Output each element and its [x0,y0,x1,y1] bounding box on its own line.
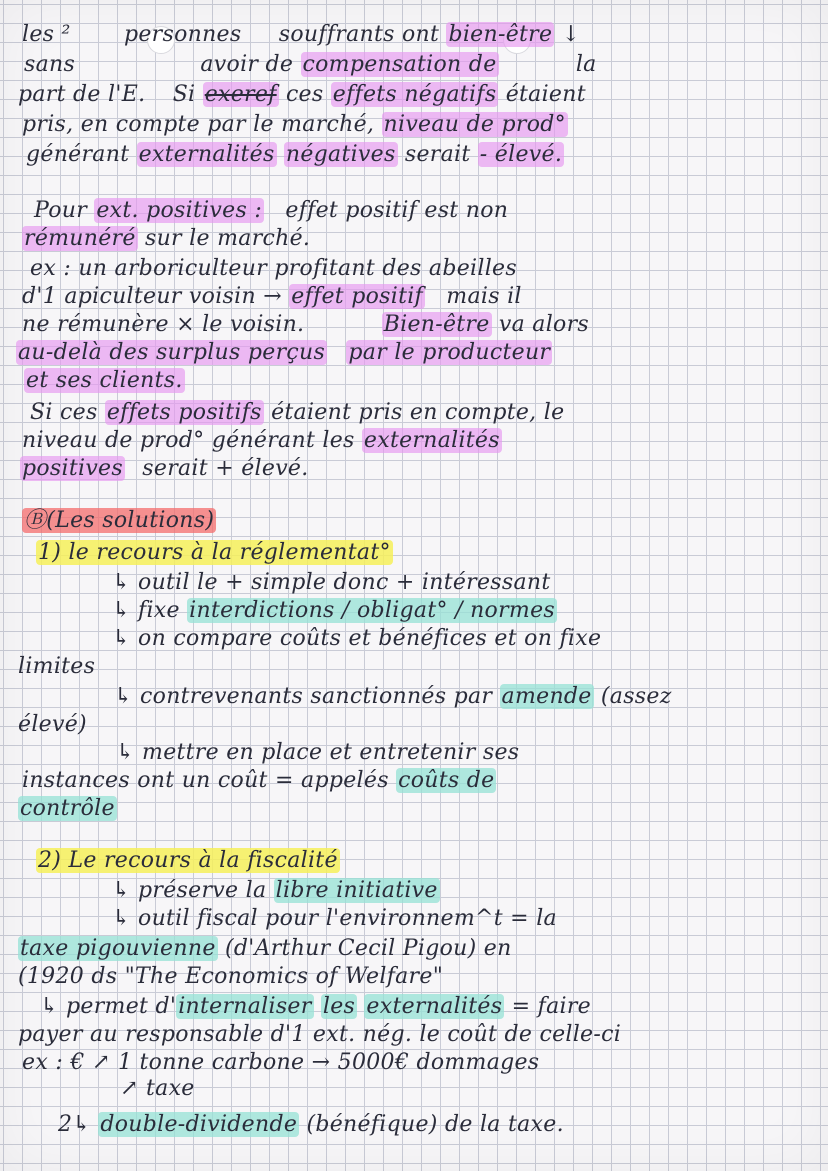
text-fragment: (assez [600,684,672,709]
text-fragment: personnes [123,22,242,47]
text-line [34,198,508,224]
text-fragment: ↳ contrevenants sanctionnés par [114,684,493,709]
text-line [22,22,580,48]
text-fragment: ex : un arboriculteur profitant des abeilles [30,256,517,281]
text-line [26,142,564,168]
text-fragment: serait [404,142,471,167]
text-line [22,226,310,252]
text-fragment: Si [172,82,196,107]
text-fragment: instances ont un coût = [22,768,294,793]
text-line [112,570,551,596]
text-fragment: appelés [301,768,389,793]
text-line [30,256,517,282]
text-fragment: ↳ outil le + simple donc [112,570,389,595]
text-line [22,312,589,338]
highlighted-term: externalités [366,994,503,1019]
subsection-title: 2) Le recours à la fiscalité [38,848,338,873]
text-fragment: les ² [22,22,71,47]
text-fragment: ↗ taxe [120,1076,195,1101]
highlighted-term: compensation de [302,52,497,77]
text-line [18,654,95,680]
text-line [112,626,601,652]
text-line [22,112,568,138]
highlighted-term: rémunéré [24,226,136,251]
text-fragment: mais il [446,284,522,309]
highlighted-term: internaliser [178,994,312,1019]
highlighted-term: ext. positives : [96,198,263,223]
text-line [22,428,502,454]
text-line [114,684,672,710]
highlighted-term: Bien-être [383,312,490,337]
highlighted-term: double-dividende [100,1112,298,1137]
down-arrow-glyph: ↓ [561,22,581,47]
highlighted-term: négatives [285,142,396,167]
text-fragment: sur le marché. [145,226,311,251]
text-line [112,906,557,932]
text-fragment: (d'Arthur Cecil Pigou) en [224,936,512,961]
text-fragment: ↳ on compare coûts et bénéfices et on fixe [112,626,602,651]
text-line [18,936,512,962]
text-line [36,540,393,566]
highlighted-term: au-delà des surplus perçus [18,340,326,365]
text-fragment: = faire [511,994,591,1019]
text-fragment: serait + élevé. [142,456,309,481]
text-fragment: Pour [34,198,88,223]
text-fragment: ↳ outil fiscal pour l'environnem^t = la [112,906,557,931]
text-line [16,340,552,366]
text-fragment: ↳ préserve la [112,878,267,903]
text-line [18,1022,621,1048]
highlighted-term: les [322,994,356,1019]
text-fragment: ↳ mettre en place et entretenir ses [116,740,520,765]
text-fragment: (1920 ds "The Economics of Welfare" [18,964,444,989]
highlighted-term: et ses clients. [26,368,183,393]
highlighted-term: bien-être [448,22,553,47]
text-line [22,284,522,310]
text-line [112,878,440,904]
text-fragment: étaient [505,82,586,107]
highlighted-term: externalités [138,142,275,167]
text-fragment: ↳ fixe [112,598,180,623]
highlighted-term: libre initiative [275,878,438,903]
text-fragment: limites [18,654,96,679]
text-line [18,964,443,990]
highlighted-term: positives [22,456,123,481]
highlighted-term: externalités [363,428,500,453]
text-fragment: sans [24,52,76,77]
text-fragment: + intéressant [395,570,551,595]
text-fragment: ↳ permet d' [40,994,177,1019]
text-fragment: ne rémunère × le voisin. [22,312,305,337]
text-fragment: avoir de [200,52,294,77]
text-fragment: payer au responsable d'1 ext. nég. le coût de celle-ci [18,1022,622,1047]
text-fragment: générant [26,142,130,167]
highlighted-term: coûts de [398,768,495,793]
text-fragment: part de l'E. [18,82,146,107]
text-fragment: ex : € ↗ 1 tonne carbone → 5000€ dommages [22,1050,540,1075]
text-fragment: va alors [498,312,590,337]
text-line [116,740,519,766]
section-heading [22,508,216,534]
text-line [36,848,340,874]
highlighted-term: contrôle [20,796,115,821]
text-line [22,768,496,794]
text-fragment: Si ces [30,400,98,425]
text-line [20,456,309,482]
text-line [18,712,87,738]
text-fragment: élevé) [18,712,87,737]
text-fragment: niveau de prod° générant les [22,428,355,453]
text-fragment: la [575,52,597,77]
text-line [40,994,591,1020]
highlighted-term: amende [501,684,592,709]
text-line [120,1076,195,1102]
text-line [18,82,586,108]
highlighted-term: effets négatifs [332,82,497,107]
text-fragment: d'1 apiculteur voisin → [22,284,282,309]
highlighted-term: par le producteur [348,340,551,365]
text-fragment: (bénéfique) de la taxe. [306,1112,564,1137]
text-line [58,1112,564,1138]
subsection-title: 1) le recours à la réglementat° [38,540,391,565]
highlighted-term: effet positif [291,284,423,309]
highlighted-term: effets positifs [106,400,262,425]
text-line [112,598,557,624]
highlighted-term: interdictions / obligat° / normes [189,598,555,623]
text-fragment: étaient pris en compte, le [271,400,565,425]
text-line [24,52,597,78]
text-line [30,400,564,426]
crossed-out-word: exeref [204,82,277,107]
text-fragment: pris, en compte par le marché, [22,112,375,137]
text-fragment: effet positif est non [285,198,509,223]
section-title: Ⓑ(Les solutions) [24,508,215,533]
highlighted-term: - élevé. [479,142,563,167]
text-fragment: ces [285,82,324,107]
text-line [24,368,185,394]
highlighted-term: niveau de prod° [383,112,566,137]
text-line [18,796,117,822]
text-fragment: souffrants ont [278,22,440,47]
text-line [22,1050,539,1076]
arrow-glyph: 2↳ [58,1112,92,1137]
highlighted-term: taxe pigouvienne [20,936,216,961]
